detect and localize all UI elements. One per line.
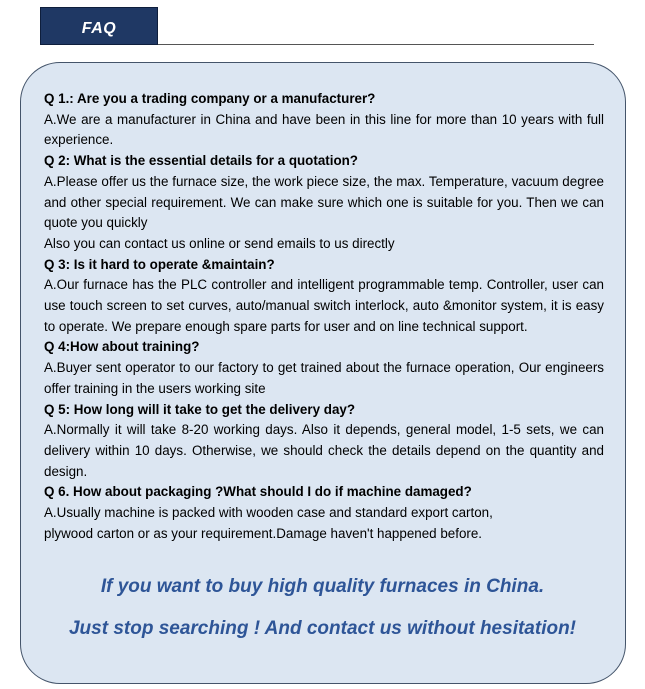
faq-answer-1: A.We are a manufacturer in China and have been in this line for more than 10 years with full experience. bbox=[44, 111, 604, 148]
faq-item-4 bbox=[44, 337, 604, 399]
faq-question-1: Q 1.: Are you a trading company or a manufacturer? bbox=[44, 91, 376, 106]
faq-item-6 bbox=[44, 482, 604, 544]
faq-answer-2-extra: Also you can contact us online or send emails to us directly bbox=[44, 235, 395, 251]
faq-answer-4: A.Buyer sent operator to our factory to get trained about the furnace operation, Our engineers offer training in the users working site bbox=[44, 360, 604, 396]
faq-question-6: Q 6. How about packaging ?What should I do if machine damaged? bbox=[44, 484, 472, 500]
header-divider bbox=[158, 44, 594, 45]
faq-question-4: Q 4:How about training? bbox=[44, 339, 200, 355]
cta-line-1: If you want to buy high quality furnaces in China. bbox=[100, 576, 545, 597]
faq-answer-6-line-1: A.Usually machine is packed with wooden case and standard export carton, bbox=[44, 505, 493, 521]
faq-header-tab bbox=[40, 7, 158, 45]
cta-line-2: Just stop searching ! And contact us without hesitation! bbox=[68, 618, 577, 639]
faq-answer-3: A.Our furnace has the PLC controller and intelligent programmable temp. Controller, user can use touch screen to set curves, auto/manual switch interlock, auto &monitor system, it is easy to operate. We prepare enough spare parts for user and on line technical support. bbox=[44, 277, 604, 334]
faq-item-1 bbox=[44, 89, 604, 151]
faq-list bbox=[44, 89, 604, 544]
faq-item-2 bbox=[44, 151, 604, 255]
faq-item-3 bbox=[44, 255, 604, 338]
faq-question-2: Q 2: What is the essential details for a quotation? bbox=[44, 153, 358, 169]
faq-question-5: Q 5: How long will it take to get the delivery day? bbox=[44, 401, 356, 417]
faq-answer-6-line-2: plywood carton or as your requirement.Damage haven't happened before. bbox=[44, 525, 483, 541]
faq-answer-2: A.Please offer us the furnace size, the work piece size, the max. Temperature, vacuum degree and other special requirement. We can make sure which one is suitable for you. Then we can quote you quickly bbox=[44, 173, 604, 231]
faq-answer-5: A.Normally it will take 8-20 working days. Also it depends, general model, 1-5 sets, we can delivery within 10 days. Otherwise, we should check the details depend on the quantity and design. bbox=[44, 422, 604, 479]
faq-item-5 bbox=[44, 400, 604, 483]
faq-title: FAQ bbox=[81, 20, 117, 37]
faq-question-3: Q 3: Is it hard to operate &maintain? bbox=[44, 256, 275, 272]
